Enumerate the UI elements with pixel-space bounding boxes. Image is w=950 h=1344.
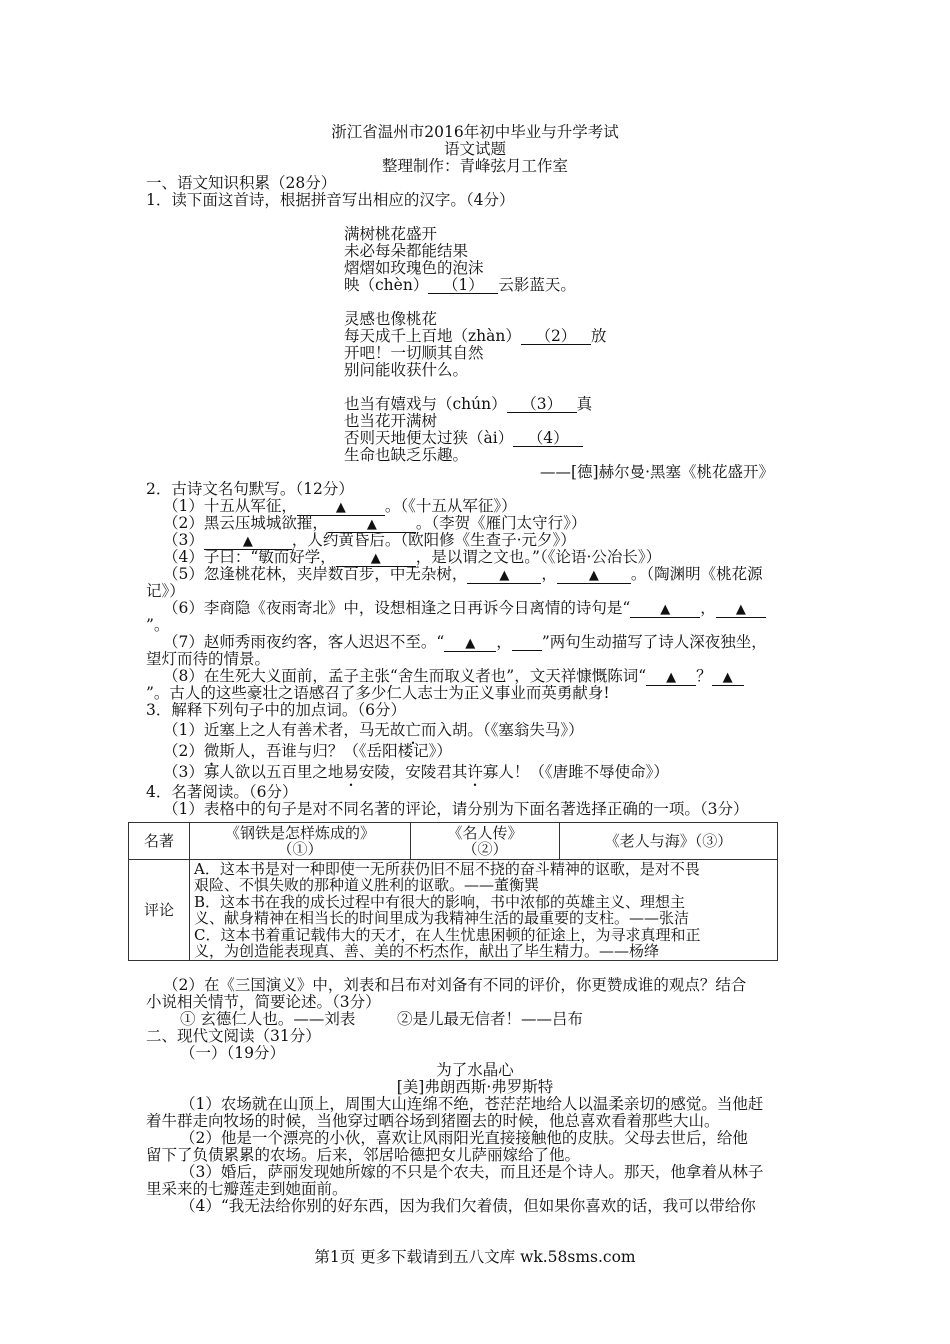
paragraph-line: （2）他是一个漂亮的小伙，喜欢让风雨阳光直接接触他的皮肤。父母去世后，给他 xyxy=(180,1129,748,1147)
poem-line-blank-3 xyxy=(344,396,592,413)
exam-subject: 语文试题 xyxy=(443,140,506,158)
table-cell: 评论 xyxy=(129,860,190,961)
section1-heading: 一、语文知识积累（28分） xyxy=(146,174,337,192)
q2-text: ， xyxy=(496,633,512,651)
q2-text: （8）在生死大义面前，孟子主张“舍生而取义者也”，文天祥慷慨陈词“ xyxy=(163,667,647,685)
comment-line: 义、献身精神在相当长的时间里成为我精神生活的最重要的支柱。——张洁 xyxy=(194,909,690,927)
dotted-word: 微 xyxy=(203,742,220,760)
q2-text: （2）黑云压城城欲摧， xyxy=(163,514,328,532)
q2-prompt: 2．古诗文名句默写。（12分） xyxy=(146,480,354,498)
poem-line: 熠熠如玫瑰色的泡沫 xyxy=(344,259,484,277)
poem-line: 灵感也像桃花 xyxy=(344,310,438,328)
q2-text: ，是以谓之文也。”（《论语·公冶长》） xyxy=(415,548,662,566)
works-table xyxy=(128,822,778,961)
poem-line-blank-1 xyxy=(344,277,576,294)
exam-title: 浙江省温州市2016年初中毕业与升学考试 xyxy=(331,123,619,141)
q1-prompt: 1．读下面这首诗，根据拼音写出相应的汉字。（4分） xyxy=(146,191,515,209)
story-author: [美]弗朗西斯·弗罗斯特 xyxy=(396,1078,554,1096)
q2-text: ， xyxy=(700,599,716,617)
answer-blank[interactable]: ▲ xyxy=(630,602,700,618)
q2-text: ， xyxy=(541,565,557,583)
table-cell: 《老人与海》（③） xyxy=(560,823,778,860)
q3-text: （1）近塞上之人有善术者，马无故 xyxy=(163,721,406,739)
story-title: 为了水晶心 xyxy=(436,1061,514,1079)
comment-line: B．这本书在我的成长过程中有很大的影响，书中浓郁的英雄主义、理想主 xyxy=(194,892,686,911)
poem-text: 每天成千上百地（zhàn） xyxy=(344,327,521,345)
paragraph-line: （1）农场就在山顶上，周围大山连绵不绝，苍茫茫地给人以温柔亲切的感觉。当他赶 xyxy=(180,1095,764,1113)
poem-text: 真 xyxy=(576,395,593,413)
q2-text: （1）十五从军征， xyxy=(163,497,297,515)
poem-text: 云影蓝天。 xyxy=(498,276,576,294)
paragraph-line: 着牛群走向牧场的时候，当他穿过晒谷场到猪圈去的时候，他总喜欢看着那些大山。 xyxy=(146,1112,720,1130)
section2-heading: 二、现代文阅读（31分） xyxy=(146,1027,321,1045)
q4-part2-line1: （2）在《三国演义》中，刘表和吕布对刘备有不同的评价，你更赞成谁的观点？结合 xyxy=(163,976,747,994)
q3-text: （2） xyxy=(163,742,204,760)
poem-line: 开吧！一切顺其自然 xyxy=(344,344,484,362)
q3-prompt: 3．解释下列句子中的加点词。（6分） xyxy=(146,701,406,719)
poem-attribution: ——[德]赫尔曼·黑塞《桃花盛开》 xyxy=(540,463,775,481)
poem-line-blank-2 xyxy=(344,328,606,345)
answer-blank[interactable]: ▲ xyxy=(336,551,416,567)
answer-blank[interactable]: ▲ xyxy=(716,602,766,618)
paragraph-line: （4）“我无法给你别的好东西，因为我们欠着债，但如果你喜欢的话，我可以带给你 xyxy=(180,1197,756,1215)
q2-text: ”两句生动描写了诗人深夜独坐， xyxy=(541,633,767,651)
section2-sub: （一）（19分） xyxy=(180,1044,285,1062)
table-cell xyxy=(190,823,411,860)
q2-item-6-cont: ”。 xyxy=(146,616,170,634)
answer-blank[interactable]: ▲ xyxy=(467,568,541,584)
paragraph-line: （3）婚后，萨丽发现她所嫁的不只是个农夫，而且还是个诗人。那天，他拿着从林子 xyxy=(180,1163,764,1181)
poem-line: 满树桃花盛开 xyxy=(344,225,438,243)
q2-text: （5）忽逢桃花林，夹岸数百步，中无杂树， xyxy=(163,565,468,583)
q2-item-5 xyxy=(163,566,763,584)
comment-line: 艰险、不惧失败的那种道义胜利的讴歌。——董衡巽 xyxy=(194,876,540,894)
dotted-word: 许 xyxy=(467,763,483,781)
blank-4[interactable]: （4） xyxy=(513,431,583,447)
q4-prompt: 4．名著阅读。（6分） xyxy=(146,783,298,801)
q2-text: （4）子曰：“敏而好学， xyxy=(163,548,336,566)
answer-blank[interactable]: ▲ xyxy=(204,534,292,550)
q4-option-2: ②是儿最无信者！——吕布 xyxy=(397,1010,584,1028)
answer-blank[interactable]: ▲ xyxy=(444,636,496,652)
q3-text: 斯人，吾谁与归？（《岳阳楼记》） xyxy=(219,742,452,760)
q2-item-5-cont: 记》） xyxy=(146,582,185,600)
table-cell: 名著 xyxy=(129,823,190,860)
poem-line-blank-4 xyxy=(344,430,583,447)
answer-blank[interactable]: ▲ xyxy=(557,568,631,584)
blank-3[interactable]: （3） xyxy=(507,397,577,413)
poem-text: 映（chèn） xyxy=(344,276,429,294)
blank-1[interactable]: （1） xyxy=(428,278,498,294)
poem-line: 别问能收获什么。 xyxy=(344,361,469,379)
answer-blank-empty[interactable] xyxy=(512,635,542,651)
poem-text: 放 xyxy=(590,327,607,345)
answer-blank[interactable]: ▲ xyxy=(712,670,744,686)
poem-text: 也当有嬉戏与（chún） xyxy=(344,395,507,413)
q2-text: （6）李商隐《夜雨寄北》中，设想相逢之日再诉今日离情的诗句是“ xyxy=(163,599,631,617)
answer-blank[interactable]: ▲ xyxy=(328,517,416,533)
q4-option-1: ① 玄德仁人也。——刘表 xyxy=(180,1010,356,1028)
poem-text: 否则天地便太过狭（ài） xyxy=(344,429,514,447)
poem-line: 也当花开满树 xyxy=(344,412,438,430)
table-row xyxy=(129,860,778,961)
paragraph-line: 里采来的七瓣莲走到她面前。 xyxy=(146,1180,348,1198)
q3-text: 而入胡。（《塞翁失马》） xyxy=(420,721,584,739)
producer-line: 整理制作：青峰弦月工作室 xyxy=(381,157,568,175)
q4-part2-line2: 小说相关情节，简要论述。（3分） xyxy=(146,993,381,1011)
q2-text: 。（李贺《雁门太守行》） xyxy=(415,514,587,532)
q2-item-7-cont: 望灯而待的情景。 xyxy=(146,650,271,668)
q3-text: 安陵，安陵君其 xyxy=(358,763,468,781)
q3-text: （3）寡人欲以五百里之地 xyxy=(163,763,344,781)
book-answer-slot[interactable]: （②） xyxy=(462,840,508,858)
dotted-word: 亡 xyxy=(405,721,421,739)
table-cell-comments xyxy=(190,860,778,961)
q2-item-6 xyxy=(163,600,766,618)
page-footer: 第1页 更多下载请到五八文库 wk.58sms.com xyxy=(314,1248,636,1266)
table-header-row xyxy=(129,823,778,860)
table-cell xyxy=(411,823,560,860)
comment-line: A．这本书是对一种即使一无所获仍旧不屈不挠的奋斗精神的讴歌，是对不畏 xyxy=(194,859,700,878)
book-answer-slot[interactable]: （①） xyxy=(277,840,323,858)
q2-text: 。（陶渊明《桃花源 xyxy=(630,565,763,583)
q2-text: ？ xyxy=(696,667,712,685)
poem-line: 未必每朵都能结果 xyxy=(344,242,469,260)
answer-blank[interactable]: ▲ xyxy=(646,670,696,686)
comment-line: 义，为创造能表现真、善、美的不朽杰作，献出了毕生精力。——杨绛 xyxy=(194,942,660,960)
poem-line: 生命也缺乏乐趣。 xyxy=(344,446,469,464)
q3-text: 寡人！（《唐雎不辱使命》） xyxy=(482,763,669,781)
book-title: 《钢铁是怎样炼成的》 xyxy=(224,823,375,842)
q2-text: 。（《十五从军征》） xyxy=(384,497,517,515)
q2-text: （7）赵师秀雨夜约客，客人迟迟不至。“ xyxy=(163,633,445,651)
paragraph-line: 留下了负债累累的农场。后来，邻居哈德把女儿萨丽嫁给了他。 xyxy=(146,1146,581,1164)
comment-line: C．这本书着重记载伟大的天才，在人生忧患困顿的征途上，为寻求真理和正 xyxy=(194,925,701,944)
answer-blank[interactable]: ▲ xyxy=(297,500,385,516)
q2-item-8-cont: ”。古人的这些豪壮之语感召了多少仁人志士为正义事业而英勇献身! xyxy=(146,684,610,702)
q2-text: ，人约黄昏后。（欧阳修《生查子·元夕》） xyxy=(291,531,576,549)
q4-part1: （1）表格中的句子是对不同名著的评论，请分别为下面名著选择正确的一项。（3分） xyxy=(163,800,749,818)
book-title: 《名人传》 xyxy=(447,823,523,842)
q2-text: （3） xyxy=(163,531,204,549)
blank-2[interactable]: （2） xyxy=(521,329,591,345)
dotted-word: 易 xyxy=(343,763,359,781)
